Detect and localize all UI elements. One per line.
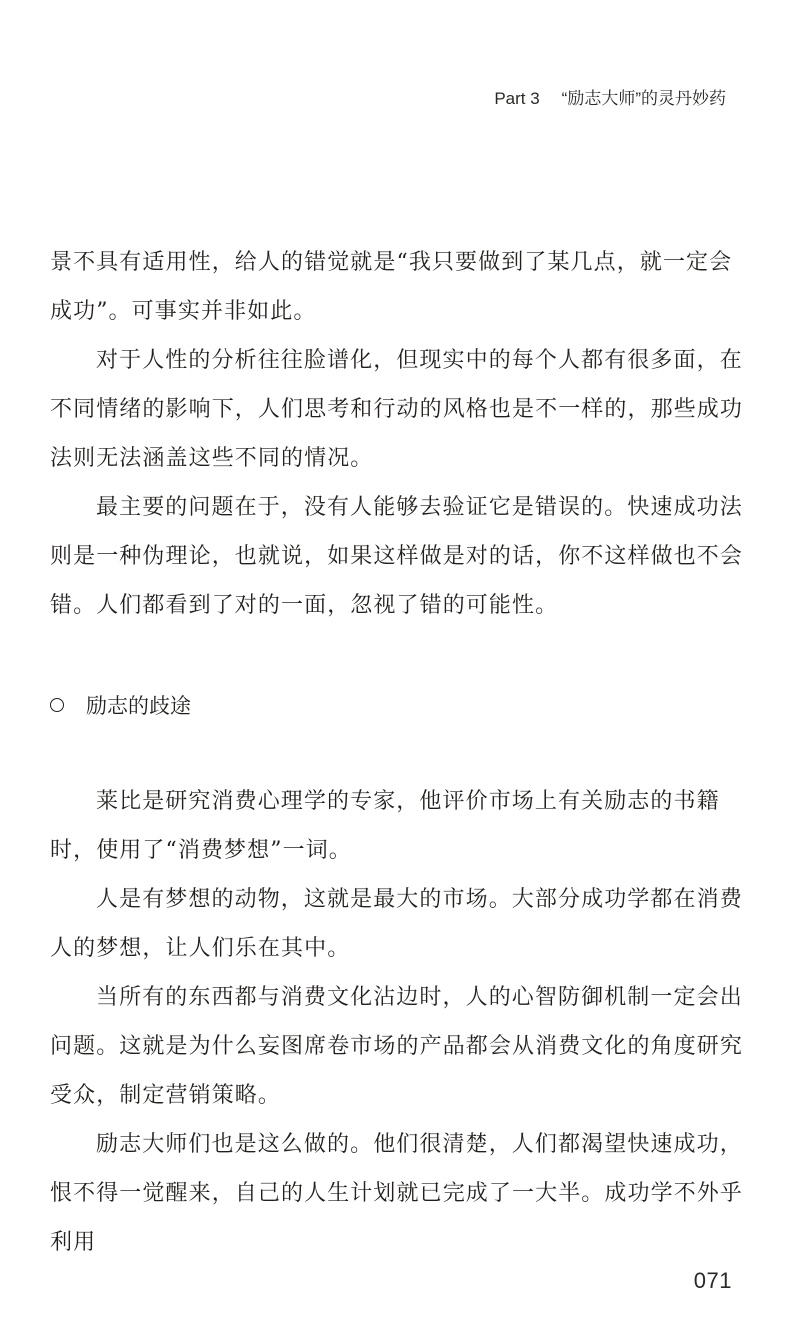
running-head-title: “励志大师”的灵丹妙药 (561, 89, 726, 108)
paragraph-laibi: 莱比是研究消费心理学的专家，他评价市场上有关励志的书籍时，使用了“消费梦想”一词。 (50, 789, 720, 863)
paragraph-main-problem: 最主要的问题在于，没有人能够去验证它是错误的。快速成功法则是一种伪理论，也就说，如果这样做是对的话，你不这样做也不会错。人们都看到了对的一面，忽视了错的可能性。 (50, 495, 744, 618)
paragraph-human-nature: 对于人性的分析往往脸谱化，但现实中的每个人都有很多面，在不同情绪的影响下，人们思考和行动的风格也是不一样的，那些成功法则无法涵盖这些不同的情况。 (50, 348, 744, 471)
paragraph-dream-market: 人是有梦想的动物，这就是最大的市场。大部分成功学都在消费人的梦想，让人们乐在其中。 (50, 887, 743, 961)
paragraph-consumer-culture: 当所有的东西都与消费文化沾边时，人的心智防御机制一定会出问题。这就是为什么妄图席卷市场的产品都会从消费文化的角度研究受众，制定营销策略。 (50, 985, 744, 1108)
running-head-part: Part 3 (494, 89, 540, 108)
paragraph-continuation: 景不具有适用性，给人的错觉就是“我只要做到了某几点，就一定会成功”。可事实并非如此。 (50, 250, 733, 324)
section-heading-text: 励志的歧途 (86, 694, 191, 718)
paragraph-masters: 励志大师们也是这么做的。他们很清楚，人们都渴望快速成功，恨不得一觉醒来，自己的人生计划就已完成了一大半。成功学不外乎利用 (50, 1132, 744, 1255)
page-number: 071 (693, 1268, 732, 1293)
section-heading (50, 686, 191, 726)
circle-bullet-icon (50, 698, 64, 712)
running-head (494, 84, 726, 109)
